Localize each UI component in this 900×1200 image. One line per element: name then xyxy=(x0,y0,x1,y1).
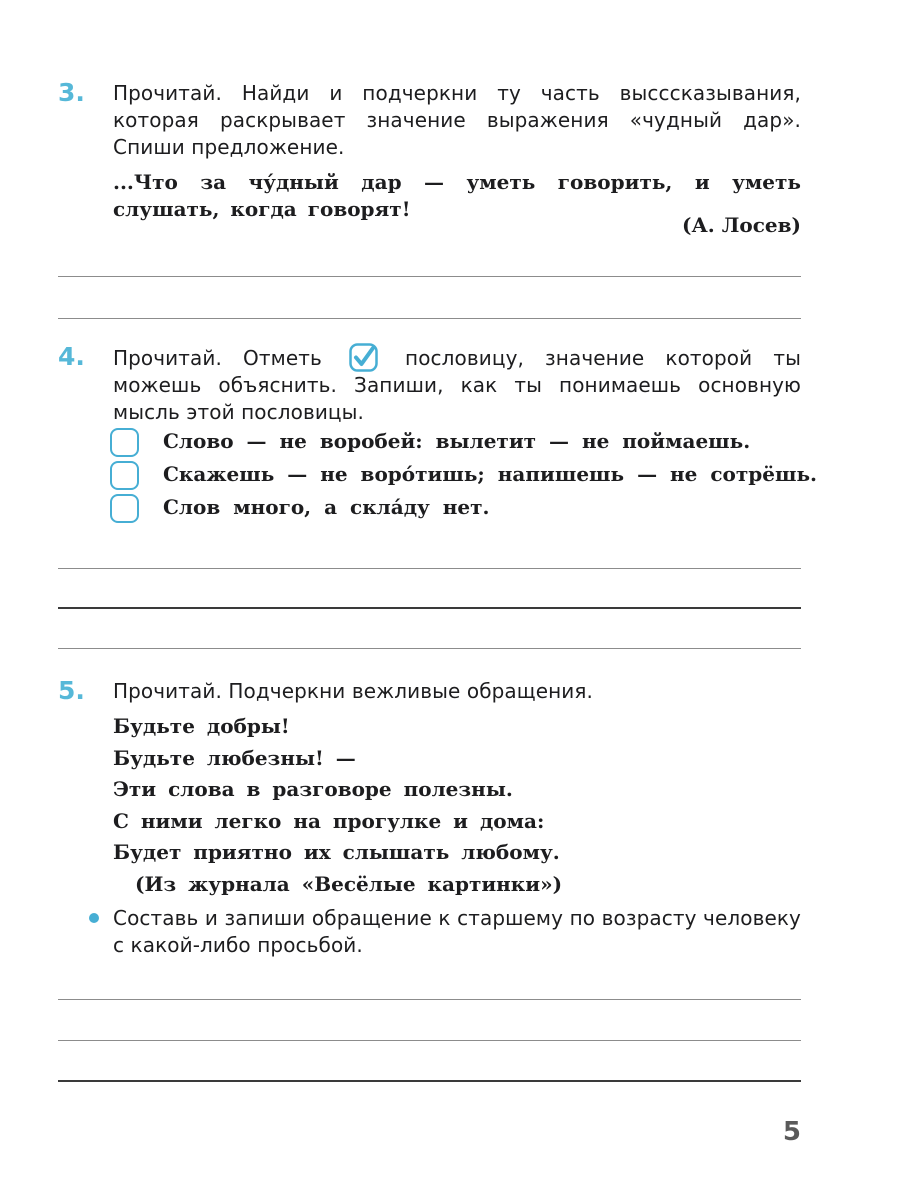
poem-line: Будьте добры! xyxy=(113,714,290,738)
task-3-author: (А. Лосев) xyxy=(682,213,801,237)
task-5-instruction: Прочитай. Подчеркни вежливые обращения. xyxy=(113,679,593,703)
poem-line: Будьте любезны! — xyxy=(113,745,356,770)
poem-line: Будет приятно их слышать любому. xyxy=(113,840,560,864)
bullet-icon xyxy=(89,913,99,923)
page-number: 5 xyxy=(782,1117,801,1147)
writing-line[interactable] xyxy=(58,276,801,277)
proverb-text: Скажешь — не воро́тишь; напишешь — не сотрёшь. xyxy=(163,462,818,486)
proverb-checkbox[interactable] xyxy=(110,494,139,523)
proverb-text: Слов много, а скла́ду нет. xyxy=(163,495,490,519)
task-3-quote: ...Что за чу́дный дар — уметь говорить, и уметь слушать, когда говорят! xyxy=(113,170,801,221)
writing-line[interactable] xyxy=(58,648,801,649)
writing-line[interactable] xyxy=(58,607,801,609)
proverb-checkbox[interactable] xyxy=(110,428,139,457)
task-3-instruction: Прочитай. Найди и подчеркни ту часть высссказывания, которая раскрывает значение выражения «чудный дар». Спиши предложение. xyxy=(113,81,801,159)
proverb-text: Слово — не воробей: вылетит — не поймаешь. xyxy=(163,429,751,453)
task-4-instruction-rest: пословицу, значение которой ты можешь объяснить. Запиши, как ты понимаешь основную мысль этой пословицы. xyxy=(113,346,801,424)
writing-line[interactable] xyxy=(58,1040,801,1041)
poem xyxy=(113,713,560,871)
writing-line[interactable] xyxy=(58,318,801,319)
writing-line[interactable] xyxy=(58,999,801,1000)
writing-line[interactable] xyxy=(58,1080,801,1082)
task-4-instruction-start: Прочитай. Отметь xyxy=(113,346,322,370)
checkmark-sample-icon xyxy=(349,343,378,372)
poem-line: Эти слова в разговоре полезны. xyxy=(113,777,513,801)
task-4-number: 4. xyxy=(58,342,85,371)
task-5-subtask: Составь и запиши обращение к старшему по возрасту человеку с какой-либо просьбой. xyxy=(113,906,801,957)
task-3-number: 3. xyxy=(58,78,85,107)
task-5-number: 5. xyxy=(58,676,85,705)
poem-line: С ними легко на прогулке и дома: xyxy=(113,808,545,833)
task-4-instruction xyxy=(113,343,801,426)
poem-source: (Из журнала «Весёлые картинки») xyxy=(135,872,563,896)
proverb-checkbox[interactable] xyxy=(110,461,139,490)
writing-line[interactable] xyxy=(58,568,801,569)
